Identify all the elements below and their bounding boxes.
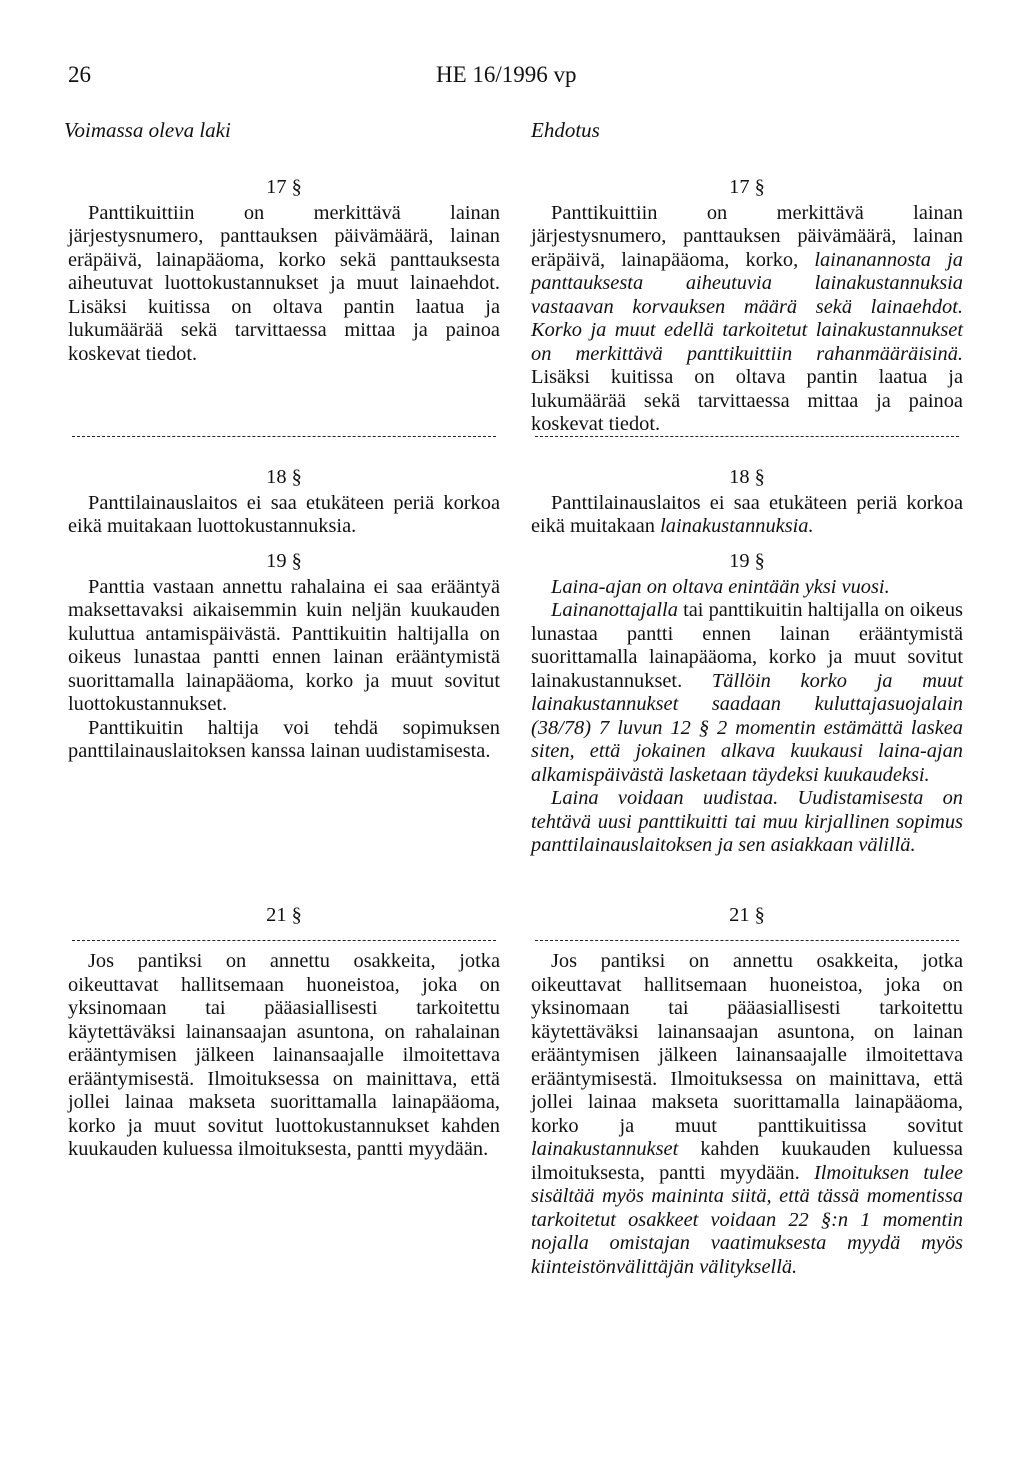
section-heading: 19 § <box>266 550 302 572</box>
text-run: Lisäksi kuitissa on oltava pantin laatua ja lukumäärää sekä tarvittaessa mittaa ja painoa koskevat tiedot. <box>531 366 963 435</box>
column-title-current-law: Voimassa oleva laki <box>64 118 231 142</box>
amended-text: Lainanottajalla <box>551 599 678 621</box>
page-number: 26 <box>68 62 91 87</box>
page-header <box>68 62 968 102</box>
amended-text: Ilmoituksen tulee sisältää myös maininta siitä, että tässä momentissa tarkoitetut osakkeet voidaan 22 §:n 1 momentin nojalla omistajan vaatimuksesta myydä myös kiinteistönvälittäjän välityksellä. <box>531 1161 963 1278</box>
amended-text: Tällöin korko ja muut lainakustannukset saadaan kuluttajasuojalain (38/78) 7 luvun 12 § 2 momentin estämättä laskea siten, että jokainen alkava kuukausi laina-ajan alkamispäivästä lasketaan täydeksi kuukaudeksi. <box>531 669 963 786</box>
section-paragraph <box>531 599 963 787</box>
left-section-19 <box>68 550 500 764</box>
section-text: Panttilainauslaitos ei saa etukäteen periä korkoa eikä muitakaan luottokustannuksia. <box>68 491 500 537</box>
section-text <box>531 202 963 437</box>
section-heading: 17 § <box>266 176 302 198</box>
omission-dashes <box>535 436 959 437</box>
amended-text: lainanannosta ja panttauksesta aiheutuvia lainakustannuksia vastaavan korvauksen määrä sekä lainaehdot. Korko ja muut edellä tarkoitetut lainakustannukset on merkittävä panttikuittiin rahanmääräisinä. <box>531 248 963 365</box>
right-section-17 <box>531 176 963 437</box>
section-heading: 21 § <box>266 904 302 926</box>
left-section-17 <box>68 176 500 366</box>
document-id: HE 16/1996 vp <box>436 62 577 87</box>
section-heading: 21 § <box>729 904 765 926</box>
text-run: tai panttikuitin haltijalla on oikeus lunastaa pantti ennen lainan erääntymistä suorittamalla lainapääoma, korko ja muut sovitut lainakustannukset. <box>531 599 963 692</box>
amended-text: lainakustannukset <box>531 1138 679 1160</box>
omission-dashes <box>72 436 496 437</box>
section-paragraph <box>531 576 963 600</box>
amended-text: lainakustannuksia. <box>660 515 814 537</box>
section-text <box>531 950 963 1279</box>
section-heading: 18 § <box>266 466 302 488</box>
section-text: Panttikuittiin on merkittävä lainan järjestysnumero, panttauksen päivämäärä, lainan eräpäivä, lainapääoma, korko sekä panttauksesta aiheutuvat luottokustannukset ja muut lainaehdot. Lisäksi kuitissa on oltava pantin laatua ja lukumäärää sekä tarvittaessa mittaa ja painoa koskevat tiedot. <box>68 201 500 365</box>
right-section-21 <box>531 904 963 930</box>
right-section-18 <box>531 466 963 539</box>
section-heading: 18 § <box>729 466 765 488</box>
omission-dashes <box>535 940 959 941</box>
omission-dashes <box>72 940 496 941</box>
amended-text: Laina-ajan on oltava enintään yksi vuosi. <box>551 575 890 598</box>
section-heading: 19 § <box>729 550 765 572</box>
section-heading: 17 § <box>729 176 765 198</box>
section-text <box>531 492 963 539</box>
left-section-21-text <box>68 950 500 1162</box>
section-text: Jos pantiksi on annettu osakkeita, jotka oikeuttavat hallitsemaan huoneistoa, joka on yksinomaan tai pääasiallisesti tarkoitettu käytettäväksi lainansaajan asuntona, on rahalainan erääntymisen jälkeen lainansaajalle ilmoitettava erääntymisestä. Ilmoituksessa on mainittava, että jollei lainaa makseta suorittamalla lainapääoma, korko ja muut sovitut luottokustannukset kahden kuukauden kuluessa ilmoituksesta, pantti myydään. <box>68 950 500 1160</box>
section-paragraph: Panttikuitin haltija voi tehdä sopimuksen panttilainauslaitoksen kanssa lainan uudistamisesta. <box>68 716 500 762</box>
section-paragraph: Panttia vastaan annettu rahalaina ei saa erääntyä maksettavaksi aikaisemmin kuin neljän kuukauden kuluttua antamispäivästä. Panttikuitin haltijalla on oikeus lunastaa pantti ennen lainan erääntymistä suorittamalla lainapääoma, korko ja muut sovitut luottokustannukset. <box>68 575 500 715</box>
right-section-21-text <box>531 950 963 1279</box>
left-section-18 <box>68 466 500 539</box>
section-paragraph <box>531 787 963 858</box>
text-run: Jos pantiksi on annettu osakkeita, jotka oikeuttavat hallitsemaan huoneistoa, joka on yksinomaan tai pääasiallisesti tarkoitettu käytettäväksi lainansaajan asuntona, on lainan erääntymisen jälkeen lainansaajalle ilmoitettava erääntymisestä. Ilmoituksessa on mainittava, että jollei lainaa makseta suorittamalla lainapääoma, korko ja muut panttikuitissa sovitut <box>531 950 963 1137</box>
text-run: kahden kuukauden kuluessa ilmoituksesta, pantti myydään. <box>531 1138 963 1184</box>
text-run: Panttilainauslaitos ei saa etukäteen periä korkoa eikä muitakaan <box>531 491 963 537</box>
column-title-proposal: Ehdotus <box>531 118 600 142</box>
text-run: Panttikuittiin on merkittävä lainan järjestysnumero, panttauksen päivämäärä, lainan eräpäivä, lainapääoma, korko, <box>531 201 963 271</box>
right-section-19 <box>531 550 963 858</box>
amended-text: Laina voidaan uudistaa. Uudistamisesta on tehtävä uusi panttikuitti tai muu kirjallinen sopimus panttilainauslaitoksen ja sen asiakkaan välillä. <box>531 787 963 856</box>
left-section-21 <box>68 904 500 930</box>
